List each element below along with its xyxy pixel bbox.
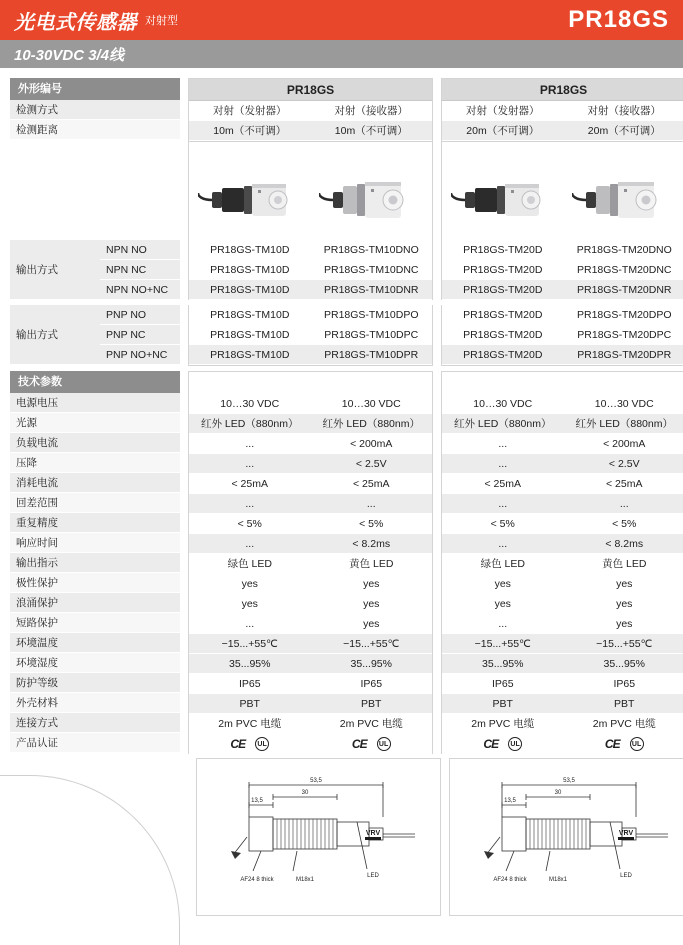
g2-source-e: 红外 LED（880nm） [442,414,564,434]
svg-text:VRV: VRV [618,830,634,837]
g2-indicator-e: 绿色 LED [442,554,564,574]
g2-housing-e: PBT [442,694,564,714]
table-row [442,534,683,554]
npn-row-1 [10,240,180,300]
table-row [442,614,683,634]
g1-temp-r: −15...+55℃ [311,634,433,654]
g2-ip-e: IP65 [442,674,564,694]
tech-label-load: 负载电流 [10,433,180,453]
table-row [189,674,432,694]
g1-indicator-r: 黄色 LED [311,554,433,574]
spec-bar: 10-30VDC 3/4线 [0,40,683,68]
dim-front-label: 13,5 [251,798,263,804]
table-row [442,240,683,260]
table-row [442,734,683,754]
table-row [442,634,683,654]
g1-load-e: ... [189,434,311,454]
g2-polarity-r: yes [564,574,683,594]
table-row [442,414,683,434]
row-label-detect-method: 检测方式 [10,100,180,120]
ul-icon: UL [508,737,522,751]
row-label-detect-distance: 检测距离 [10,120,180,140]
model-name: PR18GS [568,6,669,33]
g2-humidity-e: 35...95% [442,654,564,674]
table-row [442,474,683,494]
g1-housing-r: PBT [311,694,433,714]
g1-npn-no-receiver: PR18GS-TM10DNO [311,240,433,260]
g1-cert-r [311,734,433,754]
table-row [442,554,683,574]
tech-label-repeat: 重复精度 [10,513,180,533]
outline-section [10,78,673,142]
g1-pnp-nonc-emitter: PR18GS-TM10D [189,345,311,365]
brand-mark-2 [618,830,634,840]
g1-drop-r: < 2.5V [311,454,433,474]
sensor-photo-receiver-1 [319,148,423,234]
table-row [189,614,432,634]
g1-distance-emitter: 10m（不可调） [189,121,311,141]
page-header [0,0,683,40]
g2-cert-r [564,734,683,754]
led-label: LED [367,873,379,879]
tech-head-spacer-2 [442,372,683,394]
page-subtitle: 对射型 [145,15,178,27]
cert-group [564,734,683,754]
tech-label-source: 光源 [10,413,180,433]
g1-npn-no-emitter: PR18GS-TM10D [189,240,311,260]
tech-head-spacer-1 [189,372,432,394]
g2-pnp-no-emitter: PR18GS-TM20D [442,305,564,325]
table-row [189,325,432,345]
tech-label-polarity: 极性保护 [10,573,180,593]
g2-connect-e: 2m PVC 电缆 [442,714,564,734]
svg-text:VRV: VRV [365,830,381,837]
g2-response-r: < 8.2ms [564,534,683,554]
table-row [189,394,432,414]
cert-group [311,734,433,754]
ce-icon: CE [604,737,620,751]
g2-surge-e: yes [442,594,564,614]
tech-label-ip: 防护等级 [10,673,180,693]
g2-drop-e: ... [442,454,564,474]
table-row [189,574,432,594]
g1-npn-nc-receiver: PR18GS-TM10DNC [311,260,433,280]
g1-voltage-e: 10…30 VDC [189,394,311,414]
table-row [189,101,432,121]
sensor-photo-receiver-2 [572,148,676,234]
ul-icon: UL [630,737,644,751]
label-output-mode-pnp: 输出方式 [10,305,100,365]
g1-humidity-e: 35...95% [189,654,311,674]
g2-hyst-r: ... [564,494,683,514]
dim-front-label: 13,5 [504,798,516,804]
g2-drop-r: < 2.5V [564,454,683,474]
table-row [189,634,432,654]
product-image-section [10,142,673,240]
pnp-label-col [10,305,180,366]
table-row [189,414,432,434]
table-row [189,260,432,280]
g1-ip-r: IP65 [311,674,433,694]
table-row [189,454,432,474]
g1-current-e: < 25mA [189,474,311,494]
table-row [189,594,432,614]
table-row [189,240,432,260]
dim-total-label: 53,5 [310,778,322,784]
g1-source-r: 红外 LED（880nm） [311,414,433,434]
table-row [189,494,432,514]
npn-type-no: NPN NO [100,240,180,260]
group-1-npn [188,240,433,300]
g2-source-r: 红外 LED（880nm） [564,414,683,434]
table-row [442,394,683,414]
page-title: 光电式传感器 [14,11,137,34]
g2-distance-emitter: 20m（不可调） [442,121,564,141]
table-row [189,305,432,325]
g1-method-emitter: 对射（发射器） [189,101,311,121]
g1-connect-e: 2m PVC 电缆 [189,714,311,734]
group-1 [188,78,433,142]
g2-npn-nonc-receiver: PR18GS-TM20DNR [564,280,683,300]
content-area [0,68,683,754]
g1-repeat-e: < 5% [189,514,311,534]
g1-voltage-r: 10…30 VDC [311,394,433,414]
g1-pnp-nc-emitter: PR18GS-TM10D [189,325,311,345]
dimension-drawing-1 [196,758,441,916]
label-output-mode-npn: 输出方式 [10,240,100,300]
dim-total-label: 53,5 [563,778,575,784]
group-2-images [441,142,683,240]
npn-type-nc: NPN NC [100,260,180,280]
g2-method-emitter: 对射（发射器） [442,101,564,121]
g2-npn-no-receiver: PR18GS-TM20DNO [564,240,683,260]
g1-method-receiver: 对射（接收器） [311,101,433,121]
group-2 [441,78,683,142]
cert-group [189,734,311,754]
tech-label-voltage: 电源电压 [10,393,180,413]
g2-pnp-nonc-emitter: PR18GS-TM20D [442,345,564,365]
g1-cert-e [189,734,311,754]
g1-current-r: < 25mA [311,474,433,494]
drawing-svg-2 [450,759,683,915]
ul-icon: UL [255,737,269,751]
thread-label: M18x1 [548,877,568,883]
tech-label-indicator: 输出指示 [10,553,180,573]
g1-indicator-e: 绿色 LED [189,554,311,574]
tech-label-hyst: 回差范围 [10,493,180,513]
g1-drop-e: ... [189,454,311,474]
table-row [442,654,683,674]
g2-pnp-nonc-receiver: PR18GS-TM20DPR [564,345,683,365]
table-row [189,474,432,494]
tech-label-response: 响应时间 [10,533,180,553]
g2-voltage-r: 10…30 VDC [564,394,683,414]
g1-polarity-r: yes [311,574,433,594]
g1-temp-e: −15...+55℃ [189,634,311,654]
led-label: LED [620,873,632,879]
g2-distance-receiver: 20m（不可调） [564,121,683,141]
table-row [442,574,683,594]
g1-polarity-e: yes [189,574,311,594]
table-row [189,345,432,365]
group-1-title: PR18GS [189,79,432,101]
g1-surge-e: yes [189,594,311,614]
table-row [442,325,683,345]
nut-label: AF24 8 thick [493,877,527,883]
table-row [189,554,432,574]
g1-pnp-nc-receiver: PR18GS-TM10DPC [311,325,433,345]
brand-mark-1 [365,830,381,840]
g1-hyst-e: ... [189,494,311,514]
tech-label-drop: 压降 [10,453,180,473]
pnp-type-col [100,305,180,365]
table-row [442,514,683,534]
output-pnp-section [10,305,673,366]
table-row [442,434,683,454]
table-row [189,434,432,454]
g2-method-receiver: 对射（接收器） [564,101,683,121]
table-row [442,280,683,300]
g2-pnp-nc-emitter: PR18GS-TM20D [442,325,564,345]
g2-humidity-r: 35...95% [564,654,683,674]
tech-label-humidity: 环境湿度 [10,653,180,673]
g1-ip-e: IP65 [189,674,311,694]
pnp-row-1 [10,305,180,365]
tech-label-housing: 外壳材料 [10,693,180,713]
tech-label-surge: 浪涌保护 [10,593,180,613]
table-row [189,694,432,714]
pnp-type-nonc: PNP NO+NC [100,345,180,365]
g2-short-r: yes [564,614,683,634]
table-row [442,305,683,325]
nut-label: AF24 8 thick [240,877,274,883]
tech-label-col [10,371,180,754]
image-strip-2 [442,142,683,240]
table-row [442,345,683,365]
tech-label-connect: 连接方式 [10,713,180,733]
g1-hyst-r: ... [311,494,433,514]
drawing-svg-1 [197,759,440,915]
g2-npn-nonc-emitter: PR18GS-TM20D [442,280,564,300]
g2-npn-no-emitter: PR18GS-TM20D [442,240,564,260]
g2-repeat-e: < 5% [442,514,564,534]
npn-type-col [100,240,180,300]
ce-icon: CE [483,737,499,751]
ce-icon: CE [230,737,246,751]
outline-label-col [10,78,180,142]
g1-repeat-r: < 5% [311,514,433,534]
g2-ip-r: IP65 [564,674,683,694]
group-2-tech [441,371,683,754]
sensor-photo-emitter-2 [451,148,555,234]
g2-npn-nc-emitter: PR18GS-TM20D [442,260,564,280]
pnp-type-nc: PNP NC [100,325,180,345]
table-row [442,674,683,694]
table-row [442,694,683,714]
g2-response-e: ... [442,534,564,554]
g1-housing-e: PBT [189,694,311,714]
table-row [442,260,683,280]
g1-response-r: < 8.2ms [311,534,433,554]
g2-polarity-e: yes [442,574,564,594]
g2-voltage-e: 10…30 VDC [442,394,564,414]
thread-label: M18x1 [295,877,315,883]
g1-response-e: ... [189,534,311,554]
tech-label-short: 短路保护 [10,613,180,633]
section-title-tech: 技术参数 [10,371,180,393]
g2-temp-e: −15...+55℃ [442,634,564,654]
npn-type-nonc: NPN NO+NC [100,280,180,300]
table-row [442,454,683,474]
g1-short-r: yes [311,614,433,634]
table-row [442,101,683,121]
g2-load-r: < 200mA [564,434,683,454]
g2-connect-r: 2m PVC 电缆 [564,714,683,734]
g1-pnp-no-receiver: PR18GS-TM10DPO [311,305,433,325]
g2-current-e: < 25mA [442,474,564,494]
g2-short-e: ... [442,614,564,634]
g1-npn-nonc-receiver: PR18GS-TM10DNR [311,280,433,300]
pnp-type-no: PNP NO [100,305,180,325]
group-2-pnp [441,305,683,366]
group-2-npn [441,240,683,300]
g1-npn-nc-emitter: PR18GS-TM10D [189,260,311,280]
g1-load-r: < 200mA [311,434,433,454]
table-row [442,121,683,141]
table-row [189,121,432,141]
g2-surge-r: yes [564,594,683,614]
dimension-drawing-2 [449,758,683,916]
table-row [189,514,432,534]
g1-surge-r: yes [311,594,433,614]
table-row [442,714,683,734]
g1-distance-receiver: 10m（不可调） [311,121,433,141]
g2-indicator-r: 黄色 LED [564,554,683,574]
g2-pnp-no-receiver: PR18GS-TM20DPO [564,305,683,325]
g2-hyst-e: ... [442,494,564,514]
g1-pnp-nonc-receiver: PR18GS-TM10DPR [311,345,433,365]
npn-label-col [10,240,180,300]
tech-label-temp: 环境温度 [10,633,180,653]
sensor-photo-emitter-1 [198,148,302,234]
g1-source-e: 红外 LED（880nm） [189,414,311,434]
g2-temp-r: −15...+55℃ [564,634,683,654]
g2-housing-r: PBT [564,694,683,714]
g2-cert-e [442,734,564,754]
image-strip-1 [189,142,432,240]
g2-pnp-nc-receiver: PR18GS-TM20DPC [564,325,683,345]
g2-load-e: ... [442,434,564,454]
g1-short-e: ... [189,614,311,634]
g2-repeat-r: < 5% [564,514,683,534]
table-row [189,654,432,674]
group-1-tech [188,371,433,754]
table-row [442,494,683,514]
table-row [189,534,432,554]
tech-label-current: 消耗电流 [10,473,180,493]
g1-pnp-no-emitter: PR18GS-TM10D [189,305,311,325]
ce-icon: CE [351,737,367,751]
ul-icon: UL [377,737,391,751]
dim-thread-label: 30 [301,790,309,796]
table-row [442,594,683,614]
g1-npn-nonc-emitter: PR18GS-TM10D [189,280,311,300]
cert-group [442,734,564,754]
tech-label-cert: 产品认证 [10,733,180,753]
table-row [189,280,432,300]
group-1-images [188,142,433,240]
group-1-pnp [188,305,433,366]
g1-connect-r: 2m PVC 电缆 [311,714,433,734]
table-row [189,734,432,754]
output-npn-section [10,240,673,300]
table-row [189,714,432,734]
section-title-outline: 外形编号 [10,78,180,100]
dim-thread-label: 30 [554,790,562,796]
g2-current-r: < 25mA [564,474,683,494]
g2-npn-nc-receiver: PR18GS-TM20DNC [564,260,683,280]
image-label-spacer [10,142,180,240]
tech-section [10,371,673,754]
group-2-title: PR18GS [442,79,683,101]
g1-humidity-r: 35...95% [311,654,433,674]
